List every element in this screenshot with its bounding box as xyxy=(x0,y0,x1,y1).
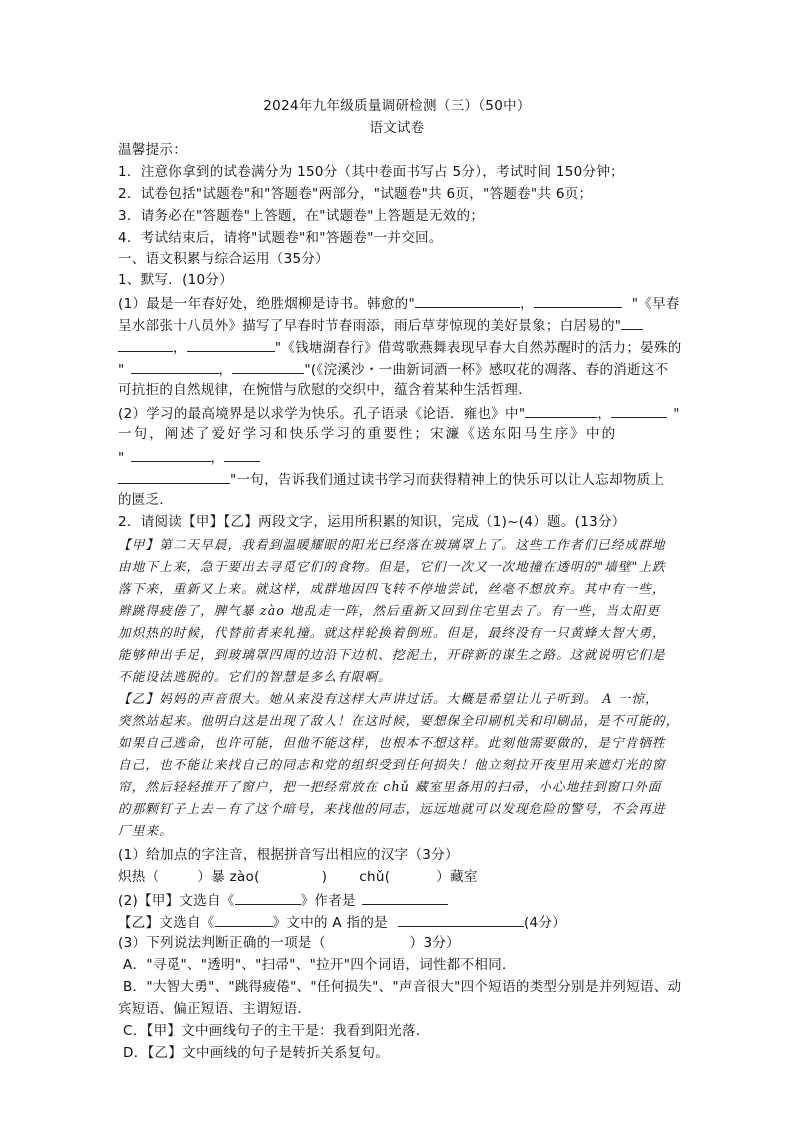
q1-part2-line2 xyxy=(118,425,678,443)
text-segment: (1）最是一年春好处，绝胜烟柳是诗书。韩愈的" xyxy=(118,296,415,312)
text-segment: ， xyxy=(519,296,534,312)
text-segment: 【乙】文选自《 xyxy=(118,915,215,931)
text-segment: ）藏室 xyxy=(436,869,478,885)
passage-jia-line: 不能设法逃脱的。它们的智慧是多么有限啊。 xyxy=(118,669,392,684)
answer-blank[interactable] xyxy=(398,912,524,927)
answer-blank[interactable] xyxy=(215,912,273,927)
notice-item: 4．考试结束后，请将"试题卷"和"答题卷"一并交回。 xyxy=(118,230,443,246)
q1-part2-line1 xyxy=(118,403,678,423)
text-segment: "《早春 xyxy=(631,296,680,312)
answer-blank[interactable] xyxy=(187,337,275,352)
q2-part2-line1 xyxy=(118,890,678,910)
answer-blank[interactable] xyxy=(235,890,301,905)
answer-blank[interactable] xyxy=(131,359,219,374)
text-segment: ）3分） xyxy=(409,935,460,951)
q2-part1-answers xyxy=(118,868,678,886)
text-segment: ）暴 zào( xyxy=(197,869,260,885)
passage-yi-line: 帘，然后轻轻推开了窗户，把一把经常放在 chǔ 藏室里备用的扫帚，小心地挂到窗口外面 xyxy=(118,779,662,794)
passage-yi-line: 自己，也不能让来找自己的同志和党的组织受到任何损失！他立刻拉开夜里用来遮灯光的窗 xyxy=(118,757,666,772)
text-segment: "一句，告诉我们通过读书学习而获得精神上的快乐可以让人忘却物质上 xyxy=(230,472,665,488)
option-c: C．【甲】文中画线句子的主干是：我看到阳光落． xyxy=(123,1023,430,1039)
notice-item: 3．请务必在"答题卷"上答题，在"试题卷"上答题是无效的； xyxy=(118,208,485,224)
passage-yi-line: 【乙】妈妈的声音很大。她从来没有这样大声讲过话。大概是希望让儿子听到。 A 一惊， xyxy=(118,691,659,706)
passage-yi-line: 厂里来。 xyxy=(118,823,173,838)
q1-part1-line1 xyxy=(118,293,678,313)
text-segment: ) xyxy=(321,869,328,885)
question-title: 2．请阅读【甲】【乙】两段文字，运用所积累的知识，完成（1)~(4）题。(13分） xyxy=(118,514,626,530)
option-b-cont: 宾短语、偏正短语、主谓短语． xyxy=(118,1001,312,1017)
answer-blank[interactable] xyxy=(118,337,173,352)
notice-item: 2．试卷包括"试题卷"和"答题卷"两部分，"试题卷"共 6页，"答题卷"共 6页； xyxy=(118,186,593,202)
text-segment: 一句，阐述了爱好学习和快乐学习的重要性；宋濂《送东阳马生序》中的 xyxy=(118,426,618,442)
option-a: A．"寻觅"、"透明"、"扫帚"、"拉开"四个词语，词性都不相同． xyxy=(123,957,516,973)
answer-blank[interactable] xyxy=(621,315,643,330)
text-segment: "《钱塘湖春行》借莺歌燕舞表现早春大自然苏醒时的活力；晏殊的 xyxy=(274,340,682,356)
answer-blank[interactable] xyxy=(415,293,520,308)
q1-part2-line5: 的匮乏． xyxy=(118,492,174,508)
answer-blank[interactable] xyxy=(118,469,230,484)
text-segment: 呈水部张十八员外》描写了早春时节春雨添，雨后草芽惊现的美好景象；白居易的" xyxy=(118,318,622,334)
passage-jia-line: 由地下上来，急于要出去寻觅它们的食物。但是，它们一次又一次地撞在透明的"墙壁"上跌 xyxy=(118,559,666,574)
option-d: D．【乙】文中画线的句子是转折关系复句。 xyxy=(123,1045,390,1061)
passage-jia-line: 【甲】第二天早晨，我看到温暖耀眼的阳光已经落在玻璃罩上了。这些工作者们已经成群地 xyxy=(118,537,666,552)
passage-jia-line: 辫跳得疲倦了，脾气暴 zào 地乱走一阵，然后重新又回到住宅里去了。有一些，当太阳更 xyxy=(118,603,660,618)
q2-part1-title: (1）给加点的字注音，根据拼音写出相应的汉字（3分） xyxy=(118,847,459,863)
q1-part1-line4 xyxy=(118,359,678,379)
passage-jia-line: 落下来，重新又上来。就这样，成群地因四飞转不停地尝试，丝毫不想放弃。其中有一些， xyxy=(118,581,666,596)
text-segment: ， xyxy=(597,406,612,422)
text-segment: (3）下列说法判断正确的一项是（ xyxy=(118,935,326,951)
section-title: 一、语文积累与综合运用（35分） xyxy=(118,251,329,267)
q1-part1-line2 xyxy=(118,315,678,335)
q1-part2-line3 xyxy=(118,447,678,467)
text-segment: (4分） xyxy=(523,915,566,931)
passage-yi-line: 的那颗钉子上去－有了这个暗号，来找他的同志，远远地就可以发现危险的警号，不会再进 xyxy=(118,801,666,816)
text-segment: "(《浣溪沙・一曲新词酒一杯》感叹花的凋落、春的消逝这不 xyxy=(304,362,669,378)
text-segment: 炽热（ xyxy=(118,869,160,885)
text-segment: 》作者是 xyxy=(300,893,356,909)
q2-part2-line2 xyxy=(118,912,678,932)
answer-blank[interactable] xyxy=(232,359,304,374)
text-segment: (2）学习的最高境界是以求学为快乐。孔子语录《论语．雍也》中" xyxy=(118,406,526,422)
notice-item: 1．注意你拿到的试卷满分为 150分（其中卷面书写占 5分），考试时间 150分钟； xyxy=(118,164,624,180)
text-segment: 》文中的 A 指的是 xyxy=(272,915,388,931)
q1-part1-line3 xyxy=(118,337,682,357)
passage-jia-line: 能够伸出手足，到玻璃罩四周的边沿下边机、挖泥土，开辟新的谋生之路。这就说明它们是 xyxy=(118,647,666,662)
answer-blank[interactable] xyxy=(525,403,597,418)
q1-part2-line4 xyxy=(118,469,678,489)
answer-blank[interactable] xyxy=(131,447,211,462)
q1-part1-line5: 可抗拒的自然规律，在惋惜与欣慰的交织中，蕴含着某种生活哲理． xyxy=(118,382,532,398)
answer-blank[interactable] xyxy=(534,293,622,308)
answer-blank[interactable] xyxy=(611,403,667,418)
answer-blank[interactable] xyxy=(362,890,448,905)
text-segment: ， xyxy=(210,450,225,466)
passage-yi-line: 突然站起来。他明白这是出现了敌人！在这时候，要想保全印刷机关和印刷品，是不可能的， xyxy=(118,713,680,728)
text-segment: " xyxy=(118,362,125,378)
text-segment: (2)【甲】文选自《 xyxy=(118,893,235,909)
passage-yi-line: 如果自己逃命，也许可能，但他不能这样，也根本不想这样。此刻他需要做的，是宁肯牺牲 xyxy=(118,735,666,750)
answer-blank[interactable] xyxy=(224,447,260,462)
text-segment: ， xyxy=(218,362,233,378)
text-segment: " xyxy=(118,450,125,466)
q2-part3-title xyxy=(118,934,678,952)
question-title: 1、默写．(10分） xyxy=(118,272,234,288)
page-title: 2024年九年级质量调研检测（三）（50中） xyxy=(263,98,531,114)
text-segment: chǔ( xyxy=(359,869,391,885)
option-b: B．"大智大勇"、"跳得疲倦"、"任何损失"、"声音很大"四个短语的类型分别是并列短语、动 xyxy=(123,979,682,995)
passage-jia-line: 加炽热的时候，代替前者来轧撞。就这样轮换着倒班。但是，最终没有一只黄蜂大智大勇， xyxy=(118,625,666,640)
text-segment: ， xyxy=(173,340,187,356)
text-segment: " xyxy=(673,406,680,422)
notice-heading: 温馨提示： xyxy=(118,142,187,158)
page-subtitle: 语文试卷 xyxy=(369,120,425,136)
